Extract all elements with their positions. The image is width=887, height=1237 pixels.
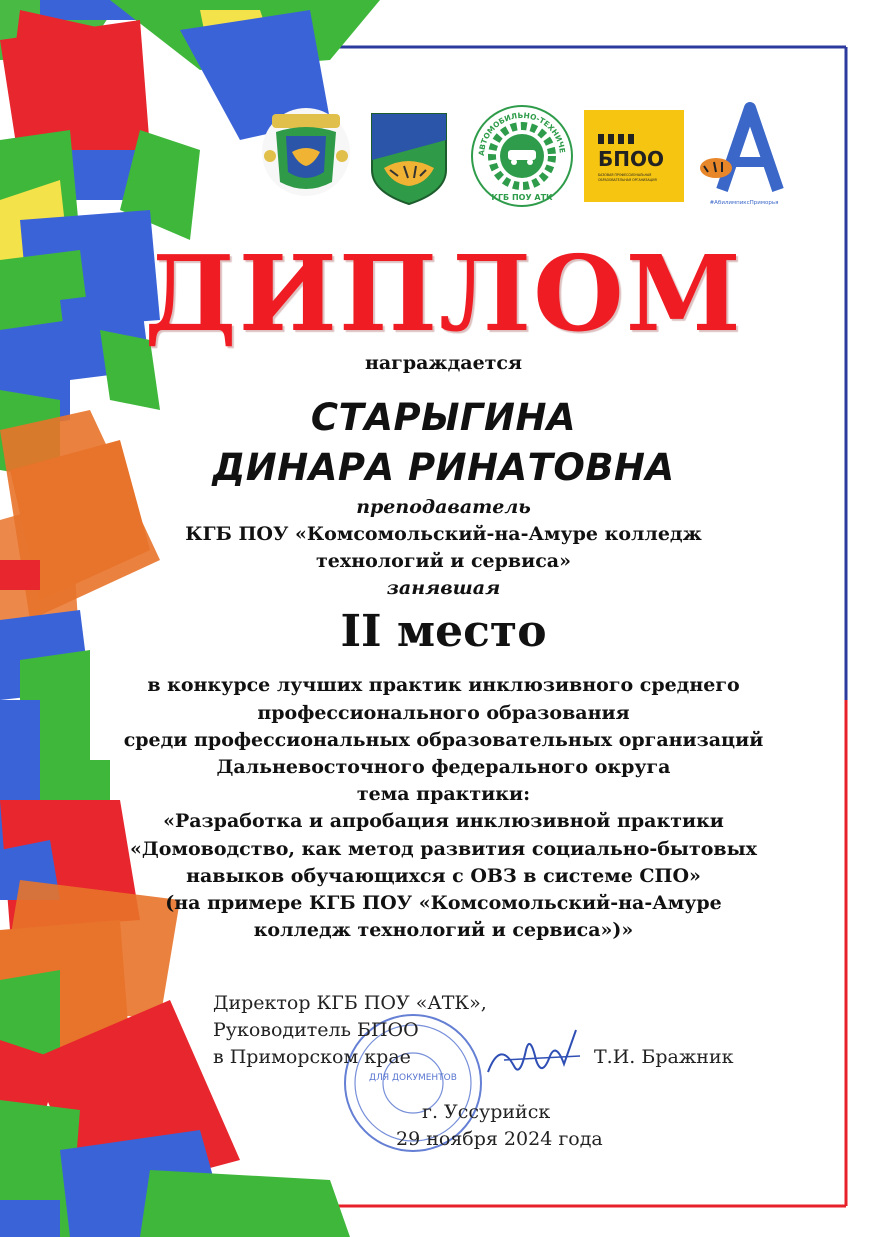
svg-text:#АбилимпиксПриморья: #АбилимпиксПриморья <box>709 200 779 206</box>
description-line: колледж технологий и сервиса»)» <box>253 919 634 941</box>
letter-a-tiger-icon <box>694 100 790 210</box>
description-line: навыков обучающихся с ОВЗ в системе СПО» <box>186 865 701 887</box>
description-line: в конкурсе лучших практик инклюзивного среднего <box>147 674 740 696</box>
recipient-role: преподаватель <box>356 496 531 518</box>
recipient-org-line-2: технологий и сервиса» <box>316 550 571 572</box>
description-line: «Домоводство, как метод развития социально-бытовых <box>130 838 757 860</box>
description-line: тема практики: <box>356 783 531 805</box>
city: г. Уссурийск <box>422 1101 551 1123</box>
recipient-surname: СТАРЫГИНА <box>310 396 577 439</box>
handwritten-signature <box>480 1020 600 1090</box>
signer-name: Т.И. Бражник <box>594 1046 734 1068</box>
signatory-title-line-1: Директор КГБ ПОУ «АТК», <box>213 992 487 1014</box>
svg-text:ОБРАЗОВАТЕЛЬНАЯ ОРГАНИЗАЦИЯ: ОБРАЗОВАТЕЛЬНАЯ ОРГАНИЗАЦИЯ <box>598 178 657 182</box>
signatory-title-line-3: в Приморском крае <box>213 1046 411 1068</box>
bpoo-icon <box>584 110 684 202</box>
gear-car-icon <box>470 104 574 208</box>
svg-text:КГБ ПОУ АТК: КГБ ПОУ АТК <box>491 193 553 202</box>
signatory-title-line-2: Руководитель БПОО <box>213 1019 419 1041</box>
stamp-text: ДЛЯ ДОКУМЕНТОВ <box>369 1073 457 1083</box>
tiger-shield-icon <box>368 110 450 206</box>
taken-label: занявшая <box>386 577 501 599</box>
coat-of-arms-icon <box>258 104 354 200</box>
svg-text:АВТОМОБИЛЬНО-ТЕХНИЧЕСКИЙ КОЛЛЕ: АВТОМОБИЛЬНО-ТЕХНИЧЕ <box>476 110 567 157</box>
place-heading: II место <box>340 606 547 657</box>
recipient-given-name: ДИНАРА РИНАТОВНА <box>212 446 675 489</box>
description-line: «Разработка и апробация инклюзивной практики <box>163 810 724 832</box>
description-line: Дальневосточного федерального округа <box>216 756 671 778</box>
description-line: (на примере КГБ ПОУ «Комсомольский-на-Амуре <box>165 892 722 914</box>
svg-text:БАЗОВАЯ ПРОФЕССИОНАЛЬНАЯ: БАЗОВАЯ ПРОФЕССИОНАЛЬНАЯ <box>598 173 652 177</box>
date: 29 ноября 2024 года <box>396 1128 603 1150</box>
svg-text:БПОО: БПОО <box>598 147 664 171</box>
awarded-label: награждается <box>364 352 523 374</box>
description-line: профессионального образования <box>257 702 630 724</box>
page-title: ДИПЛОМ <box>144 232 743 355</box>
description-line: среди профессиональных образовательных организаций <box>123 729 764 751</box>
recipient-org-line-1: КГБ ПОУ «Комсомольский-на-Амуре колледж <box>185 523 702 545</box>
